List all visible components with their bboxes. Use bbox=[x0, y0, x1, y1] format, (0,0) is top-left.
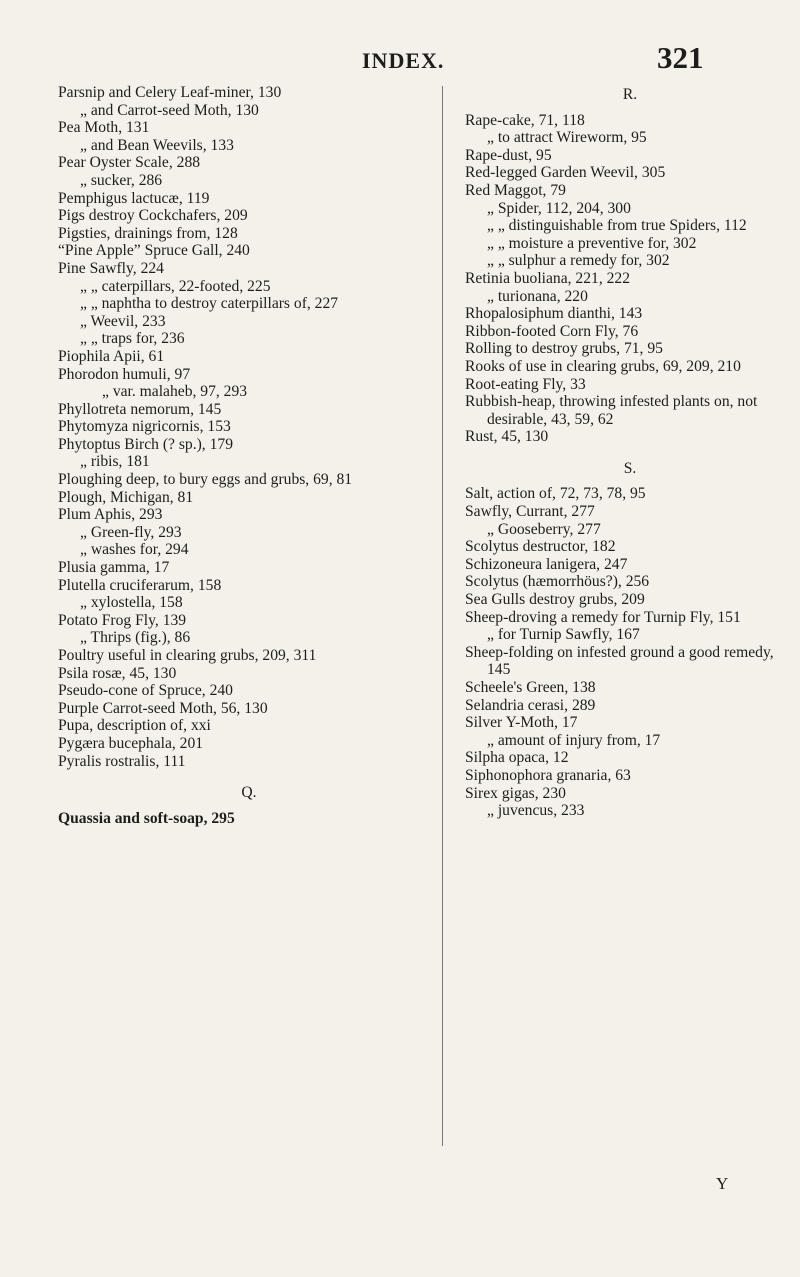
index-entry: Silver Y-Moth, 17 bbox=[465, 714, 578, 732]
index-entry: Scolytus (hæmorrhöus?), 256 bbox=[465, 573, 650, 591]
index-entry: „ sucker, 286 bbox=[80, 171, 163, 189]
index-entry: Scheele's Green, 138 bbox=[465, 679, 596, 696]
index-entry: „ Weevil, 233 bbox=[80, 312, 166, 330]
index-entry: „ and Carrot-seed Moth, 130 bbox=[80, 101, 259, 119]
index-entry: „ juvencus, 233 bbox=[487, 802, 585, 820]
index-entry: “Pine Apple” Spruce Gall, 240 bbox=[58, 242, 250, 260]
page-number: 321 bbox=[657, 40, 704, 75]
index-entry: Pyralis rostralis, 111 bbox=[58, 752, 186, 770]
index-entry: „ „ traps for, 236 bbox=[80, 330, 185, 348]
index-entry: Ribbon-footed Corn Fly, 76 bbox=[465, 322, 639, 340]
index-entry: Pygæra bucephala, 201 bbox=[58, 734, 204, 752]
index-entry: Pear Oyster Scale, 288 bbox=[58, 154, 201, 172]
index-entry: Sea Gulls destroy grubs, 209 bbox=[465, 591, 645, 609]
index-entry: Psila rosæ, 45, 130 bbox=[58, 664, 177, 682]
index-entry: Rubbish-heap, throwing infested plants on, not desirable, 43, 59, 62 bbox=[465, 393, 758, 428]
index-entry: Sheep-folding on infested ground a good remedy, 145 bbox=[465, 643, 774, 679]
index-entry: Phyllotreta nemorum, 145 bbox=[58, 400, 222, 418]
index-entry: Sheep-droving a remedy for Turnip Fly, 151 bbox=[465, 608, 741, 626]
index-entry: Schizoneura lanigera, 247 bbox=[465, 555, 628, 573]
index-entry: Piophila Apii, 61 bbox=[58, 347, 165, 365]
index-entry: Plusia gamma, 17 bbox=[58, 559, 170, 577]
index-entry: Plum Aphis, 293 bbox=[58, 506, 163, 524]
index-entry: Rolling to destroy grubs, 71, 95 bbox=[465, 340, 663, 358]
index-entry: Pine Sawfly, 224 bbox=[58, 259, 164, 277]
index-entry: Silpha opaca, 12 bbox=[465, 749, 569, 767]
index-entry: Retinia buoliana, 221, 222 bbox=[465, 269, 631, 287]
index-entry: Rhopalosiphum dianthi, 143 bbox=[465, 305, 643, 323]
index-column-left bbox=[58, 84, 440, 827]
index-entry: „ ribis, 181 bbox=[80, 453, 150, 471]
index-entry: „ and Bean Weevils, 133 bbox=[80, 136, 234, 154]
index-entry: „ xylostella, 158 bbox=[80, 594, 183, 612]
index-entry: „ Green-fly, 293 bbox=[80, 523, 182, 541]
column-divider bbox=[442, 86, 443, 1146]
index-entry: Rust, 45, 130 bbox=[465, 428, 549, 446]
index-entry: „ washes for, 294 bbox=[80, 541, 189, 559]
index-entry: Rape-cake, 71, 118 bbox=[465, 111, 585, 129]
index-entry: Parsnip and Celery Leaf-miner, 130 bbox=[58, 84, 282, 101]
index-entry: Purple Carrot-seed Moth, 56, 130 bbox=[58, 699, 268, 717]
index-entry: „ „ distinguishable from true Spiders, 112 bbox=[487, 217, 747, 235]
index-entry: Salt, action of, 72, 73, 78, 95 bbox=[465, 485, 646, 503]
index-entry: „ „ sulphur a remedy for, 302 bbox=[487, 252, 670, 270]
index-entry: Red-legged Garden Weevil, 305 bbox=[465, 164, 666, 182]
section-letter: R. bbox=[622, 86, 638, 103]
section-letter: S. bbox=[623, 459, 637, 477]
index-entry: Pupa, description of, xxi bbox=[58, 717, 211, 735]
section-letter: Q. bbox=[241, 784, 257, 802]
index-entry: Pseudo-cone of Spruce, 240 bbox=[58, 682, 233, 700]
index-entry: Quassia and soft-soap, 295 bbox=[58, 809, 235, 827]
index-entry: Sawfly, Currant, 277 bbox=[465, 503, 595, 521]
index-entry: Phytomyza nigricornis, 153 bbox=[58, 418, 231, 436]
index-entry: „ amount of injury from, 17 bbox=[487, 731, 661, 749]
index-entry: „ „ naphtha to destroy caterpillars of, 227 bbox=[80, 295, 339, 313]
index-entry: „ for Turnip Sawfly, 167 bbox=[487, 626, 640, 644]
signature-mark: Y bbox=[716, 1174, 729, 1193]
index-entry: Rooks of use in clearing grubs, 69, 209, 210 bbox=[465, 357, 741, 375]
index-entry: „ Spider, 112, 204, 300 bbox=[487, 199, 631, 217]
index-entry: Scolytus destructor, 182 bbox=[465, 538, 616, 556]
page-header bbox=[0, 40, 800, 90]
index-entry: Rape-dust, 95 bbox=[465, 146, 552, 164]
index-entry: „ „ moisture a preventive for, 302 bbox=[487, 234, 697, 252]
index-entry: Phytoptus Birch (? sp.), 179 bbox=[58, 435, 233, 453]
index-entry: Ploughing deep, to bury eggs and grubs, 69, 81 bbox=[58, 471, 353, 489]
index-entry: „ „ caterpillars, 22-footed, 225 bbox=[80, 277, 271, 295]
index-entry: Pigsties, drainings from, 128 bbox=[58, 224, 238, 242]
index-entry: Siphonophora granaria, 63 bbox=[465, 766, 631, 784]
running-title: INDEX. bbox=[362, 48, 445, 73]
index-entry: Sirex gigas, 230 bbox=[465, 784, 566, 802]
index-entry: Potato Frog Fly, 139 bbox=[58, 611, 187, 629]
index-entry: Root-eating Fly, 33 bbox=[465, 375, 586, 393]
index-entry: Pea Moth, 131 bbox=[58, 119, 150, 137]
index-entry: „ Thrips (fig.), 86 bbox=[80, 629, 191, 647]
index-entry: Red Maggot, 79 bbox=[465, 181, 566, 199]
index-entry: Phorodon humuli, 97 bbox=[58, 365, 191, 383]
index-entry: Poultry useful in clearing grubs, 209, 311 bbox=[58, 647, 317, 664]
index-entry: „ turionana, 220 bbox=[487, 287, 588, 305]
index-column-right bbox=[465, 84, 795, 820]
index-entry: „ Gooseberry, 277 bbox=[487, 520, 601, 538]
index-entry: „ to attract Wireworm, 95 bbox=[487, 129, 647, 147]
index-entry: Selandria cerasi, 289 bbox=[465, 696, 596, 714]
index-entry: „ var. malaheb, 97, 293 bbox=[102, 383, 248, 401]
index-entry: Plough, Michigan, 81 bbox=[58, 488, 194, 506]
index-entry: Pemphigus lactucæ, 119 bbox=[58, 189, 210, 207]
index-entry: Pigs destroy Cockchafers, 209 bbox=[58, 207, 248, 225]
index-entry: Plutella cruciferarum, 158 bbox=[58, 576, 222, 594]
